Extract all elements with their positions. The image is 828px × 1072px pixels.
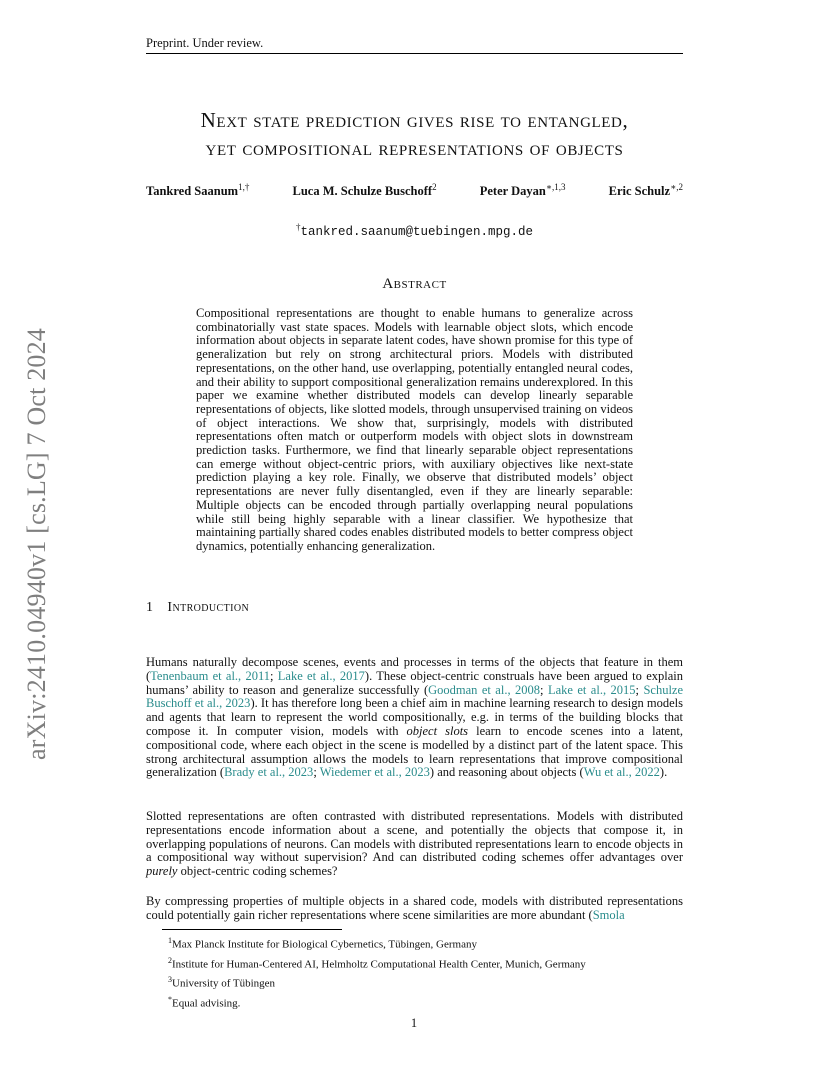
citation-link[interactable]: Lake et al., 2015 [547, 682, 636, 697]
citation-link[interactable]: Smola [592, 907, 625, 922]
citation-link[interactable]: Wu et al., 2022 [583, 765, 660, 780]
footnote: *Equal advising. [168, 994, 241, 1010]
citation-link[interactable]: Brady et al., 2023 [224, 765, 314, 780]
footnote: $^1$Max Planck Institute for Biological Cybernetics, Tübingen, Germany [168, 936, 477, 951]
footnotes [168, 933, 683, 1012]
footnote: $^2$Institute for Human-Centered AI, Helmholtz Computational Health Center, Munich, Germany [168, 955, 586, 971]
corresponding-email: †tankred.saanum@tuebingen.mpg.de [295, 222, 534, 240]
title-line-2: yet compositional representations of objects [205, 136, 624, 160]
author: Luca M. Schulze Buschoff$^2$ [292, 182, 437, 199]
arxiv-identifier: arXiv:2410.04940v1 [cs.LG] 7 Oct 2024 [22, 328, 51, 760]
author: Eric Schulz$^{∗,2}$ [608, 182, 683, 199]
page-number: 1 [410, 1016, 418, 1030]
footnote-rule [162, 929, 342, 930]
citation-link[interactable]: Wiedemer et al., 2023 [319, 765, 430, 780]
author-list [146, 182, 683, 199]
author: Tankred Saanum$^{1,\dagger}$ [146, 182, 250, 199]
citation-link[interactable]: Lake et al., 2017 [277, 668, 365, 683]
author: Peter Dayan$^{∗,1,3}$ [479, 182, 566, 199]
citation-link[interactable]: Schulze Buschoff et al., 2023 [146, 682, 684, 711]
running-header: Preprint. Under review. [146, 36, 264, 50]
abstract-heading: Abstract [382, 276, 447, 292]
header-rule [146, 53, 683, 54]
citation-link[interactable]: Goodman et al., 2008 [428, 682, 541, 697]
intro-paragraph-3: By compressing properties of multiple objects in a shared code, models with distributed representations could potentially gain richer representations where scene similarities are more abundant (Smola [146, 894, 683, 922]
intro-paragraph-1: Humans naturally decompose scenes, events and processes in terms of the objects that feature in them (Tenenbaum et al., 2011; Lake et al., 2017). These object-centric construals have been argued to explain humans’ ability to reason and generalize successfully (Goodman et al., 2008; Lake et al., 2015; Schulze Buschoff et al., 2023). It has therefore long been a chief aim in machine learning research to design models and agents that learn to represent the world compositionally, e.g. in terms of the building blocks that compose it. In computer vision, models with object slots learn to encode scenes into a latent, compositional code, where each object in the scene is modelled by a distinct part of the latent space. This strong architectural assumption allows the models to learn representations that improve compositional generalization (Brady et al., 2023; Wiedemer et al., 2023) and reasoning about objects (Wu et al., 2022). [146, 655, 684, 780]
intro-paragraph-2: Slotted representations are often contrasted with distributed representations. Models with distributed representations encode information about a scene, and potentially the objects that compose it, in overlapping populations of neurons. Can models with distributed representations learn to encode objects in a compositional way without supervision? And can distributed coding schemes offer advantages over purely object-centric coding schemes? [146, 809, 683, 879]
footnote: $^3$University of Tübingen [168, 975, 276, 990]
citation-link[interactable]: Tenenbaum et al., 2011 [150, 668, 270, 683]
abstract-text: Compositional representations are thought to enable humans to generalize across combinatorially vast state spaces. Models with learnable object slots, which encode information about objects in separate latent codes, have shown promise for this type of generalization but rely on strong architectural priors. Models with distributed representations, on the other hand, use overlapping, potentially entangled neural codes, and their ability to support compositional generalization remains underexplored. In this paper we examine whether distributed models can develop linearly separable representations of objects, like slotted models, through unsupervised training on videos of object interactions. We show that, surprisingly, models with distributed representations often match or outperform models with object slots in downstream prediction tasks. Furthermore, we find that linearly separable object representations can emerge without object-centric priors, with auxiliary objectives like next-state prediction playing a key role. Finally, we observe that distributed models’ object representations are never fully disentangled, even if they are linearly separable: Multiple objects can be encoded through partially overlapping neural populations while still being highly separable with a linear classifier. We hypothesize that maintaining partially shared codes enables distributed models to better compress object dynamics, potentially enhancing generalization. [196, 306, 633, 553]
title-line-1: Next state prediction gives rise to entangled, [200, 108, 629, 132]
section-heading-introduction: 1 Introduction [146, 600, 250, 615]
paper-title [146, 106, 683, 162]
